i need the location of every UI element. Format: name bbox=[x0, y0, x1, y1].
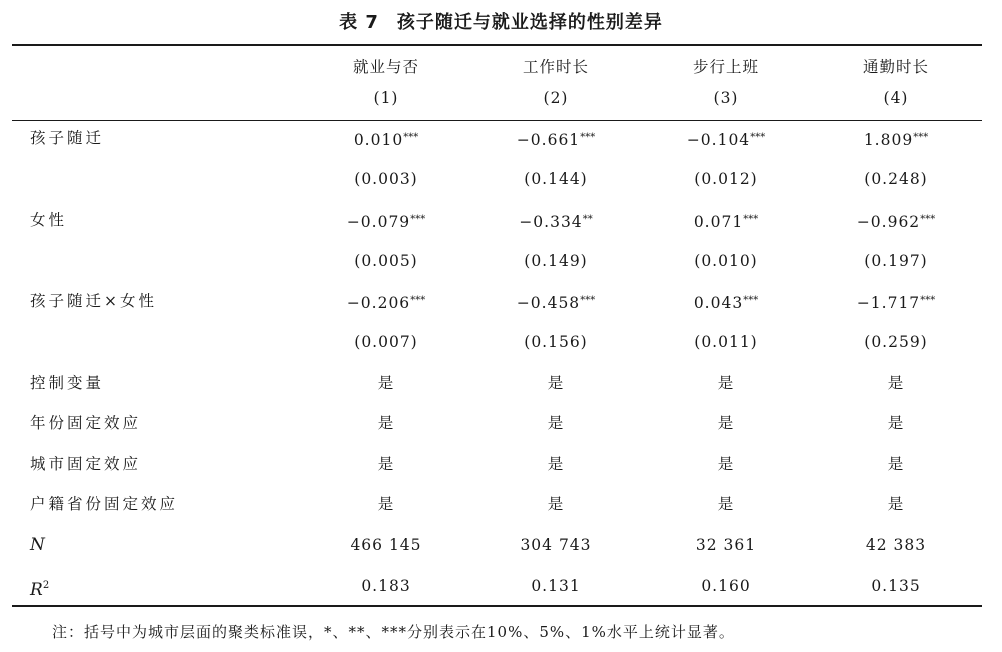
coef-cell bbox=[301, 210, 471, 232]
yes-cell: 是 bbox=[547, 455, 565, 473]
significance-stars: *** bbox=[920, 214, 936, 225]
significance-stars: *** bbox=[410, 214, 426, 225]
column-index: (3) bbox=[713, 89, 739, 107]
se-cell: (0.149) bbox=[524, 252, 588, 270]
r-symbol: R bbox=[30, 580, 43, 600]
coef-cell bbox=[301, 128, 471, 150]
row-label-interaction: 孩子随迁×女性 bbox=[30, 292, 157, 310]
se-cell: (0.259) bbox=[864, 333, 928, 351]
yes-cell: 是 bbox=[887, 414, 905, 432]
yes-cell: 是 bbox=[887, 374, 905, 392]
column-index: (1) bbox=[373, 89, 399, 107]
r2-cell: 0.135 bbox=[871, 577, 921, 595]
column-header: 工作时长 bbox=[522, 58, 589, 76]
table-title bbox=[0, 8, 1002, 34]
yes-cell: 是 bbox=[887, 495, 905, 513]
coef-value: −1.717 bbox=[856, 294, 921, 312]
se-cell: (0.197) bbox=[864, 252, 928, 270]
significance-stars: *** bbox=[913, 132, 929, 143]
coef-cell bbox=[471, 210, 641, 232]
yes-cell: 是 bbox=[717, 495, 735, 513]
table-title-text: 孩子随迁与就业选择的性别差异 bbox=[396, 12, 663, 33]
r2-cell: 0.183 bbox=[361, 577, 411, 595]
header-rule bbox=[12, 120, 982, 121]
coef-value: 0.071 bbox=[693, 213, 744, 231]
yes-cell: 是 bbox=[717, 374, 735, 392]
coef-value: −0.079 bbox=[346, 213, 411, 231]
coef-cell bbox=[811, 128, 981, 150]
yes-cell: 是 bbox=[547, 374, 565, 392]
se-cell: (0.010) bbox=[694, 252, 758, 270]
coef-cell bbox=[641, 210, 811, 232]
significance-stars: ** bbox=[582, 214, 593, 225]
row-label-hukou-fe: 户籍省份固定效应 bbox=[30, 495, 179, 513]
significance-stars: *** bbox=[403, 132, 419, 143]
yes-cell: 是 bbox=[377, 455, 395, 473]
coef-cell bbox=[811, 291, 981, 313]
row-label-year-fe: 年份固定效应 bbox=[30, 414, 142, 432]
se-cell: (0.144) bbox=[524, 170, 588, 188]
coef-cell bbox=[301, 291, 471, 313]
coef-value: −0.458 bbox=[516, 294, 581, 312]
se-cell: (0.003) bbox=[354, 170, 418, 188]
coef-value: −0.962 bbox=[856, 213, 921, 231]
significance-stars: *** bbox=[743, 214, 759, 225]
n-cell: 32 361 bbox=[695, 536, 757, 554]
table-number: 表 7 bbox=[339, 12, 379, 33]
row-label-female: 女性 bbox=[30, 211, 68, 229]
table-note: 注：括号中为城市层面的聚类标准误，*、**、***分别表示在10%、5%、1%水平上统计显著。 bbox=[52, 623, 735, 641]
significance-stars: *** bbox=[743, 295, 759, 306]
row-label-city-fe: 城市固定效应 bbox=[30, 455, 142, 473]
significance-stars: *** bbox=[580, 295, 596, 306]
coef-value: 1.809 bbox=[863, 131, 914, 149]
yes-cell: 是 bbox=[717, 455, 735, 473]
yes-cell: 是 bbox=[547, 495, 565, 513]
yes-cell: 是 bbox=[717, 414, 735, 432]
coef-value: 0.043 bbox=[693, 294, 744, 312]
n-cell: 42 383 bbox=[865, 536, 927, 554]
row-label-controls: 控制变量 bbox=[30, 374, 105, 392]
r2-cell: 0.131 bbox=[531, 577, 581, 595]
significance-stars: *** bbox=[580, 132, 596, 143]
significance-stars: *** bbox=[750, 132, 766, 143]
column-index: (2) bbox=[543, 89, 569, 107]
coef-cell bbox=[471, 128, 641, 150]
n-cell: 466 145 bbox=[350, 536, 422, 554]
row-label-n bbox=[30, 535, 45, 555]
bottom-rule bbox=[12, 605, 982, 607]
row-label-r2 bbox=[30, 576, 52, 600]
column-header: 步行上班 bbox=[692, 58, 759, 76]
column-header: 通勤时长 bbox=[862, 58, 929, 76]
coef-cell bbox=[641, 128, 811, 150]
significance-stars: *** bbox=[410, 295, 426, 306]
se-cell: (0.248) bbox=[864, 170, 928, 188]
column-index: (4) bbox=[883, 89, 909, 107]
yes-cell: 是 bbox=[887, 455, 905, 473]
yes-cell: 是 bbox=[547, 414, 565, 432]
coef-value: −0.206 bbox=[346, 294, 411, 312]
coef-cell bbox=[811, 210, 981, 232]
yes-cell: 是 bbox=[377, 414, 395, 432]
n-cell: 304 743 bbox=[520, 536, 592, 554]
se-cell: (0.012) bbox=[694, 170, 758, 188]
n-symbol: N bbox=[30, 535, 45, 555]
coef-value: −0.661 bbox=[516, 131, 581, 149]
coef-cell bbox=[471, 291, 641, 313]
significance-stars: *** bbox=[920, 295, 936, 306]
yes-cell: 是 bbox=[377, 374, 395, 392]
se-cell: (0.005) bbox=[354, 252, 418, 270]
se-cell: (0.156) bbox=[524, 333, 588, 351]
coef-value: 0.010 bbox=[353, 131, 404, 149]
r2-cell: 0.160 bbox=[701, 577, 751, 595]
r-superscript: 2 bbox=[42, 580, 53, 591]
top-rule bbox=[12, 44, 982, 46]
se-cell: (0.007) bbox=[354, 333, 418, 351]
se-cell: (0.011) bbox=[694, 333, 758, 351]
coef-cell bbox=[641, 291, 811, 313]
coef-value: −0.334 bbox=[519, 213, 583, 231]
coef-value: −0.104 bbox=[686, 131, 751, 149]
column-header: 就业与否 bbox=[352, 58, 419, 76]
yes-cell: 是 bbox=[377, 495, 395, 513]
row-label-child-migration: 孩子随迁 bbox=[30, 129, 105, 147]
